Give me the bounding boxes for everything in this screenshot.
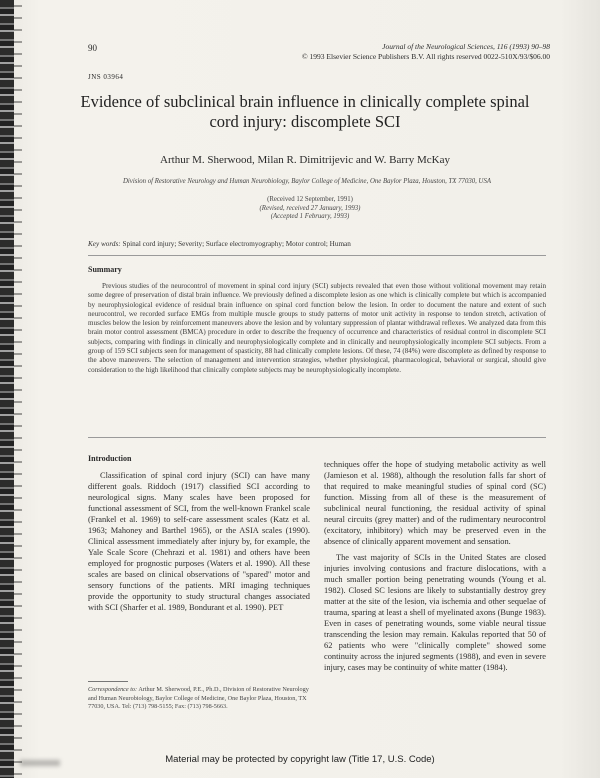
body-paragraph: The vast majority of SCIs in the United States are closed injuries involving contusions and fracture dislocations, with a much smaller portion being penetrating wounds (Young et al. 1982). Closed SC lesions are likely to substantially destroy grey matter at the site of the lesion, via ischemia and other sequelae of trauma, sparing at least a shell of myelinated axons (Bunge 1983). Even in cases of penetrating wounds, some viable neural tissue transcending the lesion may remain. Kakulas reported that 50 of 62 patients who were "clinically complete" showed some continuity across the injured segments (1988), and even in severe injury, cases may be continuity of white matter (1984). [324, 553, 546, 672]
page-number: 90 [88, 43, 97, 53]
accepted-date: (Accepted 1 February, 1993) [270, 213, 350, 221]
body-paragraph: Classification of spinal cord injury (SCI) can have many different goals. Riddoch (1917) classified SCI according to neurological signs. Many scales have been proposed for functional assessment of SCI, from the well-known Frankel scale (Frankel et al. 1969) to self-care assessment scales (Katz et al. 1963; Mahoney and Barthel 1965), or the ASIA scales (1990). Clinical assessment immediately after injury by, for example, the Yale Scale Score (Chehrazi et al. 1981) and others have been employed for prognostic purposes (Waters et al. 1990). All these scales are based on clinical observations of "spared" motor and sensory functions of the patients. MRI imaging techniques provide the opportunity to study structural changes associated with SCI (Sharfer et al. 1989, Bondurant et al. 1990). PET [88, 471, 310, 612]
article-title: Evidence of subclinical brain influence in clinically complete spinal cord injury: discomplete SCI [80, 92, 530, 131]
article-authors: Arthur M. Sherwood, Milan R. Dimitrijevic and W. Barry McKay [160, 154, 450, 166]
copyright-notice: Material may be protected by copyright law (Title 17, U.S. Code) [165, 754, 435, 765]
copyright-line: © 1993 Elsevier Science Publishers B.V. All rights reserved 0022-510X/93/$06.00 [301, 52, 550, 61]
footnote-rule [88, 681, 128, 682]
keywords [88, 240, 548, 248]
summary-heading: Summary [88, 265, 122, 274]
summary-text: Previous studies of the neurocontrol of movement in spinal cord injury (SCI) subjects revealed that even those without volitional movement may retain some degree of preservation of distal brain influence. We previously defined a discomplete lesion as one which is clinically complete but which is accompanied by neurophysiological evidence of residual brain influence on spinal cord function below the lesion. In order to document the nature and extent of such neurocontrol, we recorded surface EMGs from multiple muscle groups to study patterns of motor unit activity in response to tendon stretch, activation of muscles below the lesion by reinforcement maneuvers above the lesion and by voluntary suppression of plantar withdrawal reflexes. We analyzed data from this brain motor control assessment (BMCA) procedure in order to describe the frequency of occurrence and characteristics of residual control in discomplete SCI subjects, comparing with findings in clinically and neurophysiologically complete and in clinically and neurophysiologically incomplete SCI subjects. From a group of 159 SCI subjects seen for management of spasticity, 88 had clinically complete lesions. Of these, 74 (84%) were discomplete as defined by response to the above maneuvers. The selection of management and intervention strategies, whether physiological, pharmacological, behavioral or surgical, should give consideration to the high likelihood that clinically complete subjects may be neurophysiologically incomplete. [88, 282, 546, 374]
scan-smudge [20, 760, 60, 766]
keywords-label: Key words: [88, 240, 121, 248]
divider [88, 255, 546, 256]
received-date: (Received 12 September, 1991) [267, 196, 353, 203]
divider [88, 437, 546, 438]
correspondence-text: Arthur M. Sherwood, P.E., Ph.D., Division of Restorative Neurology and Human Neurobiology, Baylor College of Medicine, One Baylor Plaza, Houston, TX 77030, USA. Tel: (713) 798-5155; Fax: (713) 798-5663. [88, 686, 309, 710]
jns-code: JNS 03964 [88, 73, 124, 81]
article-dates [200, 196, 420, 222]
correspondence-label: Correspondence to: [88, 686, 138, 693]
binding-shadow [14, 0, 22, 778]
revised-date: (Revised, received 27 January, 1993) [259, 204, 361, 212]
author-affiliation: Division of Restorative Neurology and Human Neurobiology, Baylor College of Medicine, One Baylor Plaza, Houston, TX 77030, USA [123, 178, 491, 185]
body-column-right [324, 459, 546, 673]
binding-edge [0, 0, 14, 778]
body-paragraph: techniques offer the hope of studying metabolic activity as well (Jamieson et al. 1988), although the resolution falls far short of that required to make meaningful studies of spinal cord (SC) function. Missing from all of these is the measurement of subclinical neural functioning, the residual activity of spinal neural circuits (grey matter) and of the rudimentary neurocontrol (excitatory, inhibitory) which may be preserved even in the absence of clinically apparent movement and sensation. [324, 460, 546, 546]
correspondence-note [88, 686, 310, 712]
journal-citation [302, 42, 550, 62]
keywords-text: Spinal cord injury; Severity; Surface electromyography; Motor control; Human [122, 240, 351, 248]
body-column-left [88, 470, 310, 613]
journal-name: Journal of the Neurological Sciences, 116 (1993) 90–98 [382, 42, 550, 51]
introduction-heading: Introduction [88, 454, 132, 463]
